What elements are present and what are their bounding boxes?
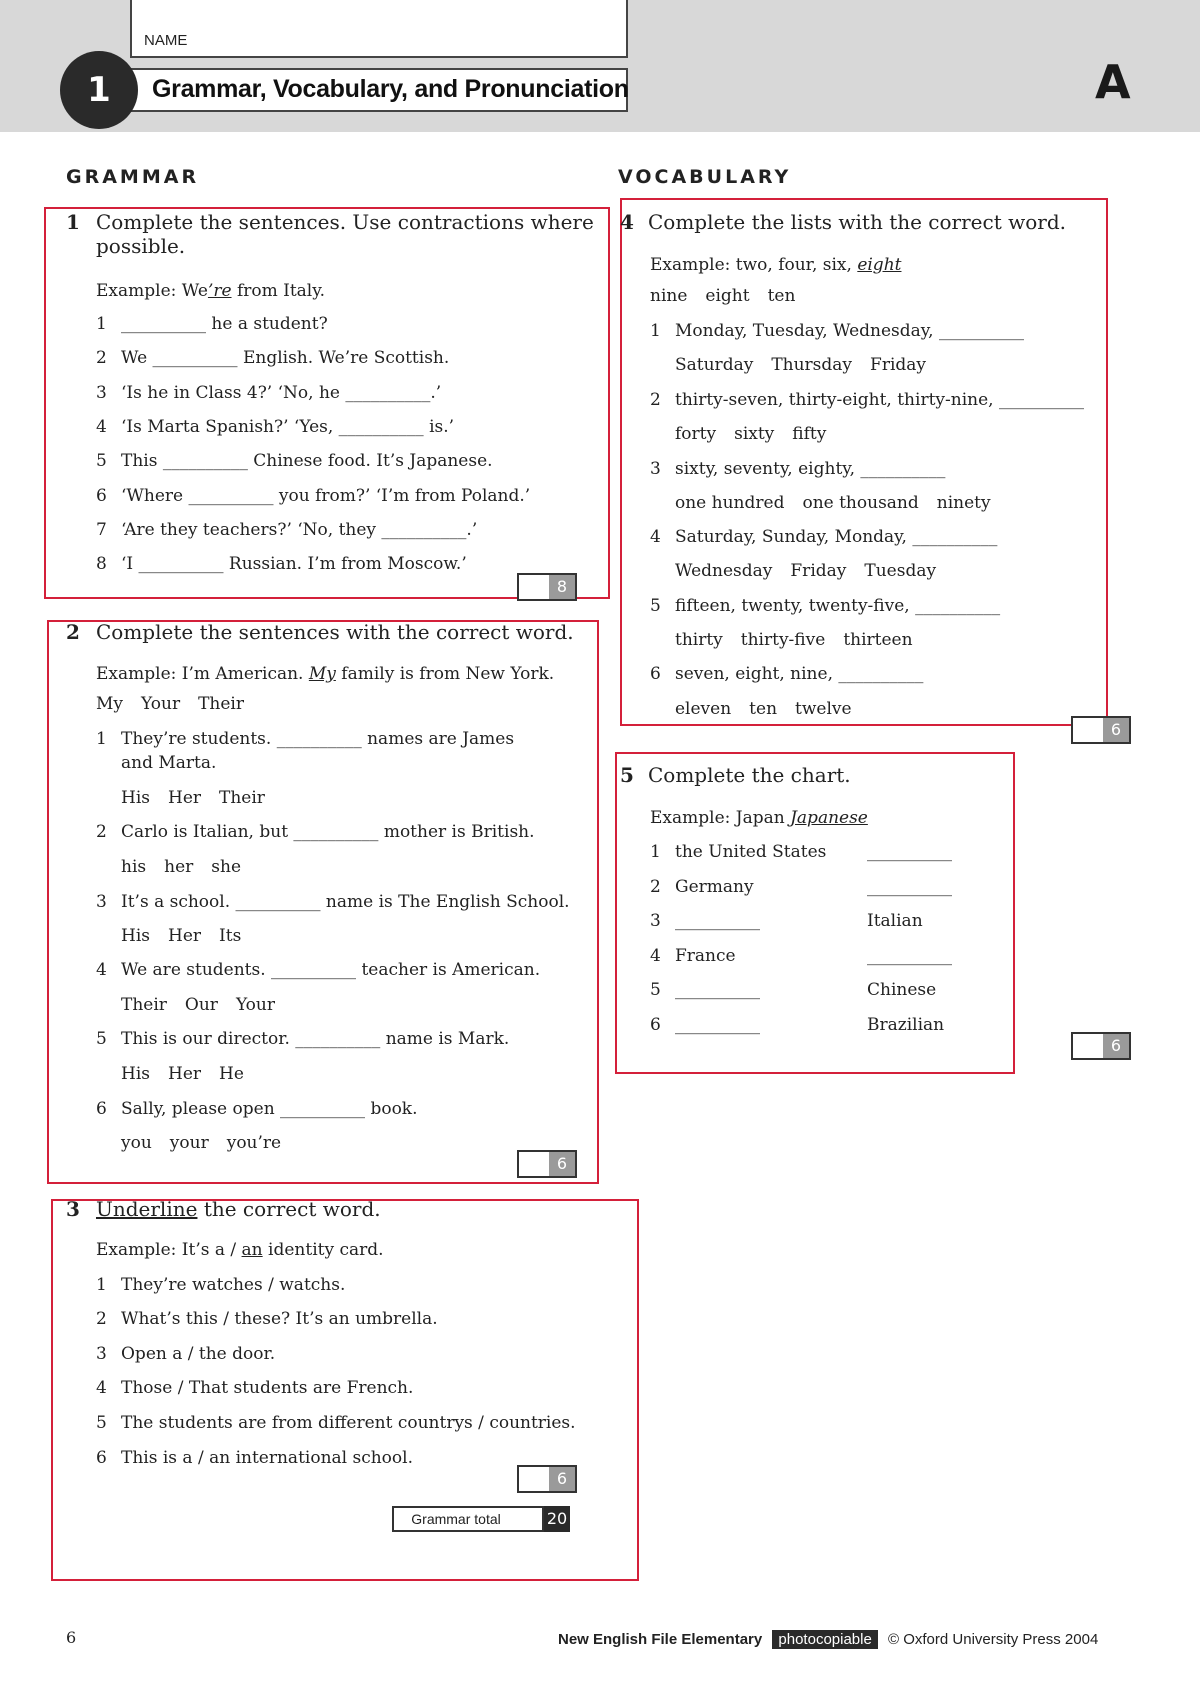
option[interactable]: Friday [790, 561, 847, 581]
item-number: 6 [96, 1448, 107, 1468]
item-number: 1 [96, 1275, 107, 1295]
option: eight [705, 286, 750, 306]
item-number: 6 [96, 1099, 107, 1119]
option[interactable]: Friday [870, 355, 927, 375]
exercise-5-heading [620, 763, 1000, 791]
exercise-1-item[interactable] [96, 554, 467, 574]
item-text: They’re students. __________ names are James [121, 729, 515, 749]
copyright: © Oxford University Press 2004 [888, 1631, 1099, 1648]
footer-credits [558, 1630, 1098, 1649]
item-text: __________ he a student? [121, 314, 328, 334]
item-options [675, 561, 954, 581]
country-cell: the United States [675, 842, 827, 862]
score-value: 8 [549, 575, 575, 599]
vocabulary-heading: VOCABULARY [618, 166, 792, 188]
example-options [96, 694, 262, 714]
exercise-2-heading [66, 620, 586, 648]
item-options [675, 493, 1009, 513]
item-number: 3 [650, 459, 661, 479]
exercise-1-item[interactable] [96, 348, 449, 368]
version-letter: A [1095, 55, 1131, 109]
exercise-4-item[interactable] [650, 459, 945, 479]
item-text: We __________ English. We’re Scottish. [121, 348, 450, 368]
option[interactable]: thirty [675, 630, 723, 650]
chart-row[interactable] [650, 877, 754, 897]
grammar-total-value: 20 [544, 1506, 570, 1532]
nationality-cell: Italian [867, 911, 923, 931]
item-text: This is a / an international school. [121, 1448, 413, 1468]
score-value: 6 [549, 1152, 575, 1176]
name-label: NAME [144, 32, 188, 49]
item-text: We are students. __________ teacher is American. [121, 960, 541, 980]
item-text-cont: and Marta. [121, 753, 217, 773]
exercise-2-item[interactable] [96, 1099, 418, 1119]
item-number: 4 [96, 417, 107, 437]
example-options [650, 286, 813, 306]
exercise-2-item[interactable] [96, 1029, 509, 1049]
item-number: 5 [650, 980, 661, 1000]
exercise-4-example [650, 255, 901, 275]
nationality-cell: Chinese [867, 980, 937, 1000]
title-box [130, 68, 628, 112]
exercise-1-item[interactable] [96, 314, 328, 334]
exercise-number: 1 [66, 210, 80, 234]
country-cell: France [675, 946, 736, 966]
option[interactable]: one thousand [802, 493, 919, 513]
item-number: 4 [650, 946, 661, 966]
exercise-1-item[interactable] [96, 451, 493, 471]
nationality-cell[interactable]: __________ [867, 877, 952, 897]
item-text: sixty, seventy, eighty, __________ [675, 459, 946, 479]
item-text: This __________ Chinese food. It’s Japanese. [121, 451, 493, 471]
exercise-3-example [96, 1240, 384, 1260]
option[interactable]: forty [675, 424, 717, 444]
option: Your [141, 694, 181, 714]
option[interactable]: His [121, 926, 150, 946]
score-value: 6 [1103, 1034, 1129, 1058]
option[interactable]: Their [121, 995, 167, 1015]
country-cell: __________ [675, 1015, 760, 1035]
item-number: 1 [96, 729, 107, 749]
exercise-1-heading [66, 210, 596, 262]
option[interactable]: Saturday [675, 355, 754, 375]
exercise-2-item[interactable] [96, 960, 540, 980]
option: ten [767, 286, 796, 306]
exercise-3-item[interactable] [96, 1344, 275, 1364]
example-post: family is from New York. [341, 664, 555, 684]
country-cell: __________ [675, 911, 760, 931]
item-number: 4 [96, 1378, 107, 1398]
country-cell: __________ [675, 980, 760, 1000]
exercise-5-example [650, 808, 868, 828]
exercise-4-item[interactable] [650, 527, 997, 547]
exercise-1-item[interactable] [96, 520, 477, 540]
name-box[interactable] [130, 0, 628, 58]
item-options [675, 355, 944, 375]
item-number: 2 [96, 1309, 107, 1329]
item-text: fifteen, twenty, twenty-five, __________ [675, 596, 1001, 616]
exercise-3-item[interactable] [96, 1448, 413, 1468]
option: My [96, 694, 124, 714]
exercise-instruction: Complete the sentences. Use contractions where [96, 210, 594, 234]
option[interactable]: you [121, 1133, 152, 1153]
exercise-4-item[interactable] [650, 596, 1000, 616]
item-text: Carlo is Italian, but __________ mother is British. [121, 822, 535, 842]
unit-number-badge: 1 [60, 51, 138, 129]
option[interactable]: His [121, 788, 150, 808]
item-text: ‘Are they teachers?’ ‘No, they __________.’ [121, 520, 478, 540]
exercise-3-item[interactable] [96, 1309, 438, 1329]
item-options [675, 424, 844, 444]
exercise-1-item[interactable] [96, 486, 530, 506]
item-text: Open a / the door. [121, 1344, 276, 1364]
grammar-total-input[interactable] [518, 1506, 544, 1532]
exercise-4-item[interactable] [650, 321, 1024, 341]
item-text: ‘Where __________ you from?’ ‘I’m from Poland.’ [121, 486, 531, 506]
item-number: 3 [96, 1344, 107, 1364]
item-number: 1 [650, 842, 661, 862]
exercise-number: 4 [620, 210, 634, 234]
item-number: 1 [650, 321, 661, 341]
example-answer: ’re [207, 281, 232, 301]
exercise-2-item[interactable] [96, 729, 514, 749]
item-number: 2 [650, 390, 661, 410]
example-pre: It’s a / [181, 1240, 237, 1260]
item-number: 6 [650, 664, 661, 684]
exercise-2-example [96, 664, 554, 684]
exercise-number: 2 [66, 620, 80, 644]
item-text: It’s a school. __________ name is The English School. [121, 892, 570, 912]
item-number: 4 [650, 527, 661, 547]
exercise-instruction: Complete the sentences with the correct word. [96, 620, 574, 644]
item-number: 5 [96, 1029, 107, 1049]
book-title: New English File Elementary [558, 1631, 763, 1648]
exercise-5-score-box[interactable] [1071, 1032, 1131, 1060]
item-number: 6 [96, 486, 107, 506]
option[interactable]: her [164, 857, 194, 877]
item-number: 5 [96, 1413, 107, 1433]
photocopiable-badge: photocopiable [772, 1630, 877, 1649]
option[interactable]: thirteen [843, 630, 913, 650]
exercise-1-item[interactable] [96, 417, 454, 437]
item-options [121, 926, 259, 946]
option[interactable]: He [219, 1064, 244, 1084]
exercise-instruction-cont: possible. [96, 234, 186, 258]
item-text: Monday, Tuesday, Wednesday, __________ [675, 321, 1024, 341]
item-number: 3 [96, 892, 107, 912]
option[interactable]: His [121, 1064, 150, 1084]
option[interactable]: Wednesday [675, 561, 773, 581]
option[interactable]: Her [168, 926, 202, 946]
option[interactable]: Your [235, 995, 275, 1015]
item-text: thirty-seven, thirty-eight, thirty-nine, __________ [675, 390, 1084, 410]
grammar-total-label: Grammar total [392, 1506, 520, 1532]
score-value: 6 [549, 1467, 575, 1491]
exercise-1-item[interactable] [96, 383, 441, 403]
exercise-2-score-box[interactable] [517, 1150, 577, 1178]
option[interactable]: ten [749, 699, 778, 719]
option[interactable]: Their [219, 788, 265, 808]
option[interactable]: sixty [734, 424, 775, 444]
exercise-4-item[interactable] [650, 390, 1084, 410]
item-number: 4 [96, 960, 107, 980]
item-options [121, 995, 293, 1015]
item-text: Saturday, Sunday, Monday, __________ [675, 527, 998, 547]
option[interactable]: Our [184, 995, 218, 1015]
item-options [121, 857, 259, 877]
nationality-cell[interactable]: __________ [867, 946, 952, 966]
item-number: 5 [650, 596, 661, 616]
example-pre: I’m American. [181, 664, 304, 684]
item-text: ‘Is Marta Spanish?’ ‘Yes, __________ is.’ [121, 417, 455, 437]
item-text: ‘Is he in Class 4?’ ‘No, he __________.’ [121, 383, 442, 403]
option: Their [198, 694, 244, 714]
chart-row[interactable] [650, 980, 760, 1000]
exercise-number: 3 [66, 1197, 80, 1221]
exercise-2-item[interactable] [96, 892, 570, 912]
option[interactable]: you’re [226, 1133, 282, 1153]
example-text: two, four, six, [735, 255, 852, 275]
chart-row[interactable] [650, 842, 826, 862]
score-value: 6 [1103, 718, 1129, 742]
item-text: ‘I __________ Russian. I’m from Moscow.’ [121, 554, 467, 574]
item-text: Sally, please open __________ book. [121, 1099, 418, 1119]
exercise-4-item[interactable] [650, 664, 923, 684]
exercise-4-score-box[interactable] [1071, 716, 1131, 744]
page-number: 6 [66, 1628, 77, 1647]
option[interactable]: she [211, 857, 241, 877]
exercise-instruction: Complete the lists with the correct word. [648, 210, 1066, 234]
option[interactable]: Tuesday [864, 561, 937, 581]
exercise-1-score-box[interactable] [517, 573, 577, 601]
item-number: 2 [96, 822, 107, 842]
item-options [121, 1133, 299, 1153]
country-cell: Germany [675, 877, 754, 897]
example-label: Example: [96, 1240, 177, 1260]
exercise-4-heading [620, 210, 1100, 238]
option[interactable]: Thursday [771, 355, 853, 375]
nationality-cell[interactable]: __________ [867, 842, 952, 862]
item-options [675, 699, 870, 719]
exercise-2-item[interactable] [96, 822, 535, 842]
chart-row[interactable] [650, 946, 736, 966]
item-options [121, 1064, 262, 1084]
option[interactable]: one hundred [675, 493, 785, 513]
option[interactable]: ninety [936, 493, 991, 513]
item-options [121, 788, 283, 808]
option[interactable]: Her [168, 1064, 202, 1084]
item-text: What’s this / these? It’s an umbrella. [121, 1309, 438, 1329]
option[interactable]: Her [168, 788, 202, 808]
example-label: Example: [650, 255, 731, 275]
example-label: Example: [96, 281, 177, 301]
exercise-1-example [96, 281, 325, 301]
exercise-3-item[interactable] [96, 1275, 345, 1295]
option[interactable]: his [121, 857, 147, 877]
option[interactable]: thirty-five [740, 630, 826, 650]
example-answer: eight [857, 255, 902, 275]
item-text: The students are from different countrys / countries. [121, 1413, 576, 1433]
item-number: 2 [650, 877, 661, 897]
item-number: 3 [650, 911, 661, 931]
option[interactable]: twelve [795, 699, 852, 719]
example-answer: Japanese [790, 808, 868, 828]
nationality-cell: Brazilian [867, 1015, 945, 1035]
item-text: Those / That students are French. [121, 1378, 414, 1398]
example-answer: an [241, 1240, 263, 1260]
exercise-1-frame [44, 207, 610, 599]
item-text: They’re watches / watchs. [121, 1275, 346, 1295]
exercise-instruction: Complete the chart. [648, 763, 851, 787]
exercise-3-item[interactable] [96, 1413, 576, 1433]
grammar-heading: GRAMMAR [66, 166, 200, 188]
instruction-underlined: Underline [96, 1197, 198, 1221]
example-post: from Italy. [236, 281, 325, 301]
grammar-total-box [392, 1506, 570, 1532]
item-number: 5 [96, 451, 107, 471]
item-number: 1 [96, 314, 107, 334]
option: nine [650, 286, 688, 306]
exercise-3-score-box[interactable] [517, 1465, 577, 1493]
example-label: Example: [650, 808, 731, 828]
example-label: Example: [96, 664, 177, 684]
exercise-number: 5 [620, 763, 634, 787]
instruction-rest: the correct word. [203, 1197, 381, 1221]
item-options [675, 630, 931, 650]
example-country: Japan [735, 808, 785, 828]
example-pre: We [181, 281, 208, 301]
item-number: 7 [96, 520, 107, 540]
exercise-instruction [96, 1197, 381, 1221]
option[interactable]: your [169, 1133, 209, 1153]
chart-row[interactable] [650, 1015, 760, 1035]
item-number: 8 [96, 554, 107, 574]
example-answer: My [308, 664, 336, 684]
exercise-3-item[interactable] [96, 1378, 413, 1398]
page-title: Grammar, Vocabulary, and Pronunciation [152, 75, 629, 103]
item-text: seven, eight, nine, __________ [675, 664, 924, 684]
chart-row[interactable] [650, 911, 760, 931]
item-number: 3 [96, 383, 107, 403]
example-post: identity card. [268, 1240, 384, 1260]
exercise-3-heading [66, 1197, 606, 1225]
item-number: 2 [96, 348, 107, 368]
option[interactable]: Its [219, 926, 242, 946]
item-number: 6 [650, 1015, 661, 1035]
item-text: This is our director. __________ name is Mark. [121, 1029, 510, 1049]
option[interactable]: fifty [792, 424, 827, 444]
option[interactable]: eleven [675, 699, 732, 719]
